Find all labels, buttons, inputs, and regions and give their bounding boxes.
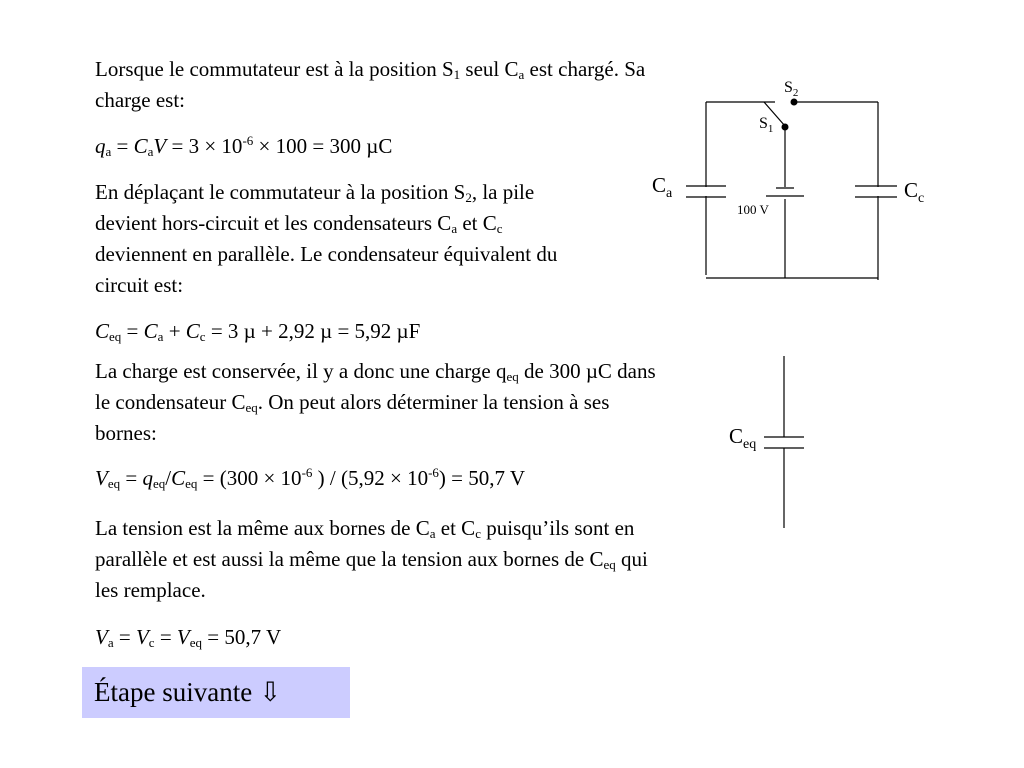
label-s1: $S_1$ xyxy=(759,115,774,135)
equation-voltages-equal: $V_a = V_c = V_{eq} = 50,7$ V xyxy=(95,625,282,650)
equation-charge-qa: $q_a = C_aV = 3 \times 10^{-6} \times 100 = 300$ µC xyxy=(95,133,393,159)
label-s2: $S_2$ xyxy=(784,79,799,99)
paragraph-charge-conserved: La charge est conservée, il y a donc une charge $q_{eq}$ de 300 µC dans le condensateur $C_{eq}$. On peut alors déterminer la tension à ses bornes: xyxy=(95,359,656,445)
paragraph-same-voltage: La tension est la même aux bornes de $C_a$ et $C_c$ puisqu’ils sont en parallèle et est aussi la même que la tension aux bornes de $C_{eq}$ qui les remplace. xyxy=(95,516,648,602)
next-step-label: Étape suivante ⇩ xyxy=(94,677,282,707)
equation-veq: $V_{eq} = q_{eq}/C_{eq} = (300 \times 10^{-6}$ ) / $(5,92 \times 10^{-6}) = 50,7$ V xyxy=(95,465,526,491)
paragraph-position-s1: Lorsque le commutateur est à la position $S_1$ seul $C_a$ est chargé. Sa charge est: xyxy=(95,57,646,112)
label-ca: $C_a$ xyxy=(652,173,673,201)
switch-contact-s1 xyxy=(782,124,789,131)
label-battery: 100 V xyxy=(737,202,769,217)
paragraph-position-s2: En déplaçant le commutateur à la position $S_2$, la pile devient hors-circuit et les condensateurs $C_a$ et $C_c$ deviennent en parallèle. Le condensateur équivalent du circuit est: xyxy=(95,180,558,297)
equation-ceq: $C_{eq} = C_a + C_c = 3$ µ + 2,92 µ = 5,92 µF xyxy=(95,319,421,344)
label-cc: $C_c$ xyxy=(904,178,925,206)
label-ceq: $C_{eq}$ xyxy=(729,424,757,452)
switch-contact-s2 xyxy=(791,99,798,106)
